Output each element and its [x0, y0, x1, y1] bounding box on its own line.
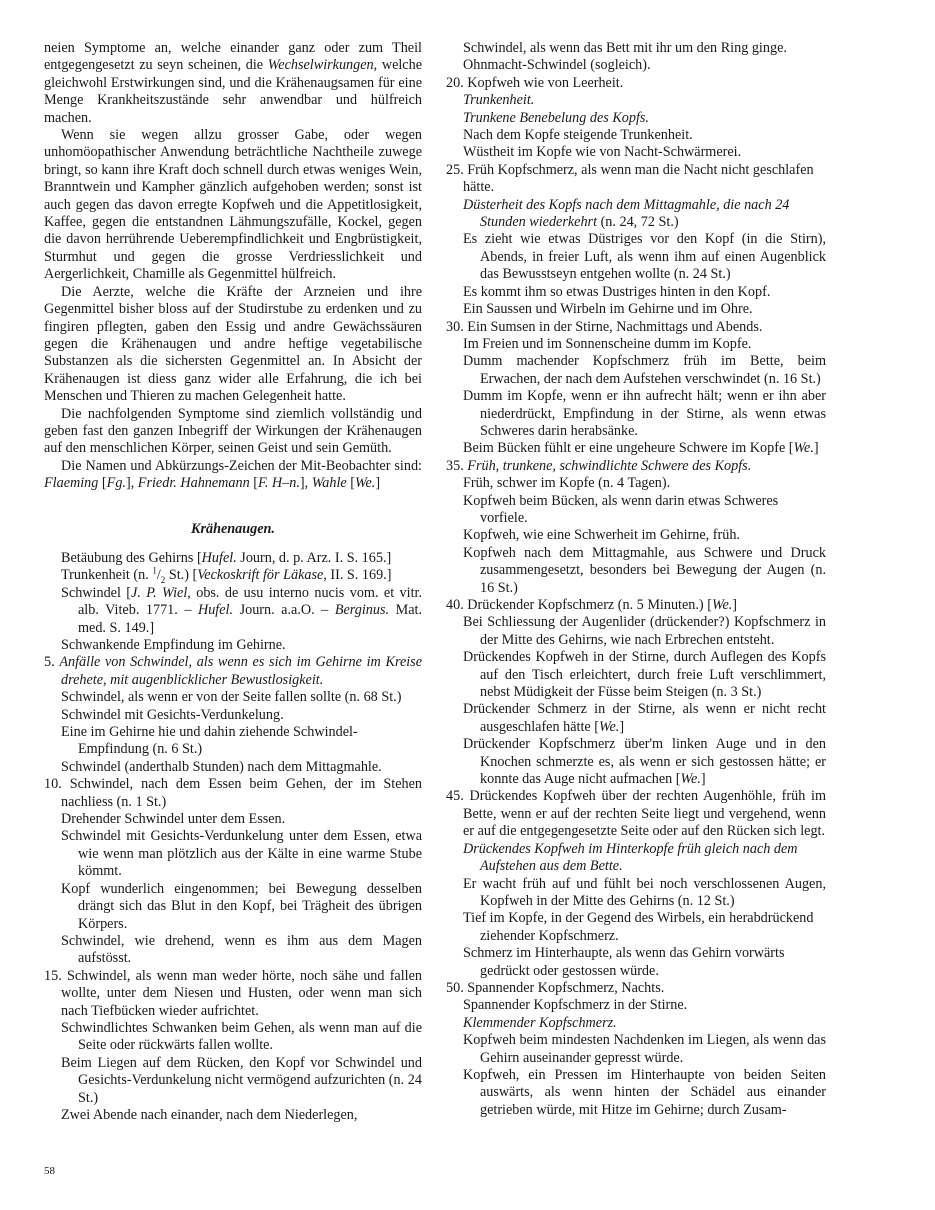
section-heading: Krähenaugen. [191, 520, 275, 537]
text-paragraph: 30. Ein Sumsen in der Stirne, Nachmittags und Abends. [446, 318, 763, 335]
text-paragraph: Kopfweh, ein Pressen im Hinterhaupte von beiden Seiten auswärts, als wenn hinten der Schädel aus einander getrieben würde, mit Hitze im Gehirne; durch Zusam- [463, 1066, 826, 1118]
text-paragraph: 25. Früh Kopfschmerz, als wenn man die Nacht nicht geschlafen hätte. [446, 161, 814, 196]
right-column [446, 40, 826, 1119]
text-paragraph: Kopf wunderlich eingenommen; bei Bewegung desselben drängt sich das Blut in den Kopf, bei Trägheit des übrigen Körpers. [61, 880, 422, 932]
text-paragraph: Schwindel, wie drehend, wenn es ihm aus dem Magen aufstösst. [61, 932, 422, 967]
text-paragraph: Schwindel [J. P. Wiel, obs. de usu interno nucis vom. et vitr. alb. Viteb. 1771. – Hufel. Journ. a.a.O. – Berginus. Mat. med. S. 149.] [61, 584, 422, 636]
text-paragraph: Schwindel mit Gesichts-Verdunkelung unter dem Essen, etwa wie wenn man plötzlich aus der Kälte in eine warme Stube kömmt. [61, 828, 422, 880]
text-paragraph: Kopfweh, wie eine Schwerheit im Gehirne, früh. [463, 527, 740, 544]
text-paragraph: Dumm machender Kopfschmerz früh im Bette, beim Erwachen, der nach dem Aufstehen verschwindet (n. 16 St.) [463, 353, 826, 387]
text-paragraph: Kopfweh beim Bücken, als wenn darin etwas Schweres vorfiele. [463, 492, 779, 526]
text-paragraph: Drückendes Kopfweh im Hinterkopfe früh gleich nach dem Aufstehen aus dem Bette. [463, 840, 798, 875]
text-paragraph: Beim Bücken fühlt er eine ungeheure Schwere im Kopfe [We.] [463, 440, 819, 457]
text-paragraph: 40. Drückender Kopfschmerz (n. 5 Minuten.) [We.] [446, 597, 738, 613]
text-paragraph: Er wacht früh auf und fühlt bei noch verschlossenen Augen, Kopfweh in der Mitte des Gehirns (n. 12 St.) [463, 875, 826, 909]
text-paragraph: Drückender Schmerz in der Stirne, als wenn er nicht recht ausgeschlafen hätte [We.] [463, 701, 826, 735]
text-paragraph: Wüstheit im Kopfe wie von Nacht-Schwärmerei. [463, 144, 742, 161]
text-paragraph: 35. Früh, trunkene, schwindlichte Schwere des Kopfs. [446, 457, 752, 474]
text-paragraph: Kopfweh nach dem Mittagmahle, aus Schwere und Druck zusammengesetzt, besonders bei Bewegung der Augen (n. 16 St.) [463, 544, 826, 596]
text-paragraph: Dumm im Kopfe, wenn er ihn aufrecht hält; wenn er ihn aber niederdrückt, Empfindung in der Stirne, als wenn etwas Schweres darin herabsänke. [463, 388, 826, 439]
text-paragraph: Kopfweh beim mindesten Nachdenken im Liegen, als wenn das Gehirn auseinander gepresst würde. [463, 1032, 826, 1066]
text-paragraph: Düsterheit des Kopfs nach dem Mittagmahle, die nach 24 Stunden wiederkehrt (n. 24, 72 St.) [463, 196, 790, 231]
text-paragraph: Spannender Kopfschmerz in der Stirne. [463, 997, 688, 1014]
text-paragraph: Ein Saussen und Wirbeln im Gehirne und im Ohre. [463, 301, 753, 318]
text-paragraph: Wenn sie wegen allzu grosser Gabe, oder wegen unhomöopathischer Anwendung beträchtliche Nachtheile zuwege bringt, so kann ihre Kraft doch schnell durch etwas weniges Wein, Branntwein und Kampher gänzlich aufgehoben werden; sonst ist auch gegen das davon erregte Kopfweh und die Appetitlosigkeit, Kaffee, gegen die entstandnen Lähmungszufälle, Kockel, gegen die davon herrührende Ueberempfindlichkeit und Engbrüstigkeit, Sturmhut und gegen die grosse Verdriesslichkeit und Aergerlichkeit, Chamille als Gegenmittel hülfreich. [44, 127, 422, 283]
text-paragraph: Die Namen und Abkürzungs-Zeichen der Mit-Beobachter sind: Flaeming [Fg.], Friedr. Hahnemann [F. H–n.], Wahle [We.] [44, 457, 422, 492]
text-paragraph: neien Symptome an, welche einander ganz oder zum Theil entgegengesetzt zu seyn scheinen, die Wechselwirkungen, welche gleichwohl Erstwirkungen sind, und die Krähenaugsamen für eine Menge Krankheitszustände sehr anwendbar und hülfreich machen. [44, 40, 422, 126]
text-paragraph: Früh, schwer im Kopfe (n. 4 Tagen). [463, 475, 671, 492]
text-paragraph: Es kommt ihm so etwas Dustriges hinten in den Kopf. [463, 283, 771, 300]
text-paragraph: Nach dem Kopfe steigende Trunkenheit. [463, 127, 693, 144]
text-paragraph: Drehender Schwindel unter dem Essen. [61, 811, 286, 828]
text-paragraph: 10. Schwindel, nach dem Essen beim Gehen, der im Stehen nachliess (n. 1 St.) [44, 776, 422, 810]
text-paragraph: 45. Drückendes Kopfweh über der rechten Augenhöhle, früh im Bette, wenn er auf der rechten Seite liegt und vergehend, wenn er auf die entgegengesetzte Seite oder auf den Rücken sich legt. [446, 788, 826, 840]
text-paragraph: Tief im Kopfe, in der Gegend des Wirbels, ein herabdrückend ziehender Kopfschmerz. [463, 910, 814, 944]
text-paragraph: Die Aerzte, welche die Kräfte der Arzneien und ihre Gegenmittel bisher bloss auf der Studirstube zu erdenken und zu fingiren pflegten, gaben den Essig und andre Gewächssäuren gegen die Krähenaugen und andre heftige vegetabilische Substanzen als die sichersten Gegenmittel an. In Absicht der Krähenaugen ist diess ganz wider alle Erfahrung, die ich bei Menschen und Thieren zu machen Gelegenheit hatte. [44, 283, 422, 405]
text-paragraph: Beim Liegen auf dem Rücken, den Kopf vor Schwindel und Gesichts-Verdunkelung nicht vermögend aufzurichten (n. 24 St.) [61, 1054, 422, 1106]
text-paragraph: Ohnmacht-Schwindel (sogleich). [463, 57, 651, 74]
text-paragraph: 50. Spannender Kopfschmerz, Nachts. [446, 979, 665, 996]
text-paragraph: Zwei Abende nach einander, nach dem Niederlegen, [61, 1106, 358, 1123]
page-number: 58 [44, 1165, 55, 1177]
text-paragraph: Klemmender Kopfschmerz. [463, 1014, 617, 1031]
text-paragraph: 15. Schwindel, als wenn man weder hörte, noch sähe und fallen wollte, unter dem Niesen und Husten, oder wenn man sich nach Tiefbücken wieder aufrichtet. [44, 967, 422, 1019]
text-paragraph: 5. Anfälle von Schwindel, als wenn es sich im Gehirne im Kreise drehete, mit augenblicklicher Bewustlosigkeit. [44, 654, 422, 688]
text-paragraph: Schwindel mit Gesichts-Verdunkelung. [61, 706, 284, 723]
text-paragraph: Schwindlichtes Schwanken beim Gehen, als wenn man auf die Seite oder rückwärts fallen wollte. [61, 1019, 422, 1054]
text-paragraph: Drückender Kopfschmerz über'm linken Auge und in den Knochen schmerzte es, als wenn er sich gestossen hätte; er konnte das Auge nicht aufmachen [We.] [463, 736, 826, 788]
text-paragraph: Im Freien und im Sonnenscheine dumm im Kopfe. [463, 335, 752, 352]
text-paragraph: Trunkene Benebelung des Kopfs. [463, 109, 649, 126]
text-paragraph: Schwankende Empfindung im Gehirne. [61, 637, 286, 653]
text-paragraph: Trunkenheit. [463, 92, 535, 109]
text-paragraph: Betäubung des Gehirns [Hufel. Journ, d. p. Arz. I. S. 165.] [61, 549, 392, 566]
text-paragraph: Eine im Gehirne hie und dahin ziehende Schwindel-Empfindung (n. 6 St.) [61, 724, 358, 758]
text-paragraph: Schwindel, als wenn das Bett mit ihr um den Ring ginge. [463, 40, 787, 56]
text-paragraph: Drückendes Kopfweh in der Stirne, durch Auflegen des Kopfs auf den Tisch erleichtert, durch freie Luft verschlimmert, nebst Müdigkeit der Füsse beim Steigen (n. 3 St.) [463, 649, 826, 701]
text-paragraph: Bei Schliessung der Augenlider (drückender?) Kopfschmerz in der Mitte des Gehirns, wie nach Erbrechen entsteht. [463, 614, 826, 648]
text-paragraph: Schwindel (anderthalb Stunden) nach dem Mittagmahle. [61, 758, 382, 775]
text-paragraph: 20. Kopfweh wie von Leerheit. [446, 74, 624, 91]
text-paragraph: Schwindel, als wenn er von der Seite fallen sollte (n. 68 St.) [61, 689, 402, 706]
text-paragraph: Trunkenheit (n. $^1/_2$ St.) [Veckoskrift för Läkase, II. S. 169.] [61, 565, 392, 586]
left-column [44, 40, 422, 1124]
text-paragraph: Die nachfolgenden Symptome sind ziemlich vollständig und geben fast den ganzen Inbegriff der Wirkungen der Krähenaugen auf den menschlichen Körper, seinen Geist und sein Gemüth. [44, 405, 422, 457]
text-paragraph: Es zieht wie etwas Düstriges vor den Kopf (in die Stirn), Abends, in freier Luft, als wenn ihm auf einen Augenblick das Bewusstseyn entgehen wollte (n. 24 St.) [463, 231, 826, 283]
text-paragraph: Schmerz im Hinterhaupte, als wenn das Gehirn vorwärts gedrückt oder gestossen würde. [463, 945, 785, 979]
